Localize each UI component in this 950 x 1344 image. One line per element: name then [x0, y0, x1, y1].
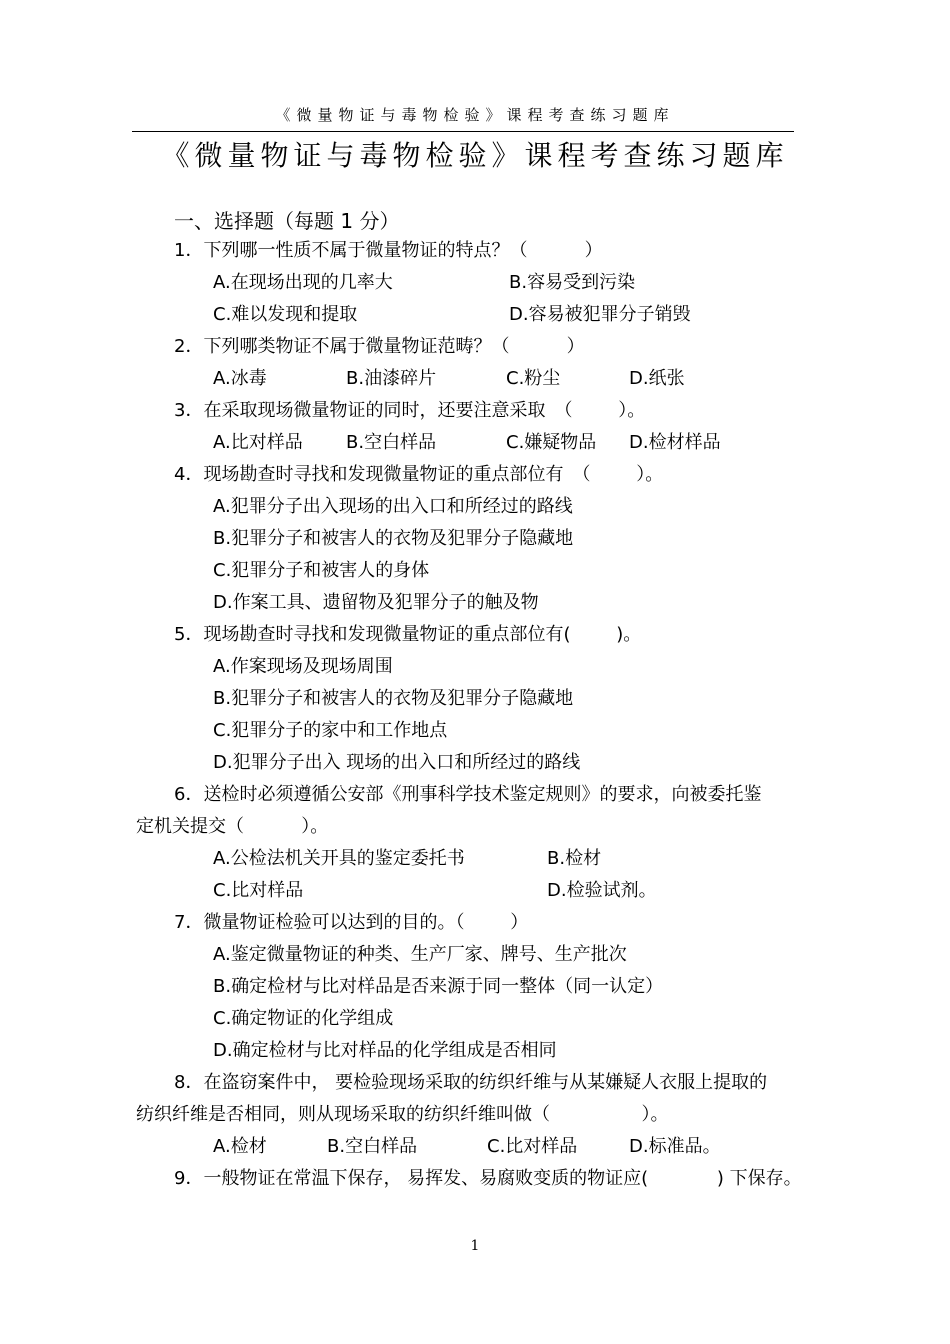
question-1-option-a: A.在现场出现的几率大 [213, 272, 393, 293]
question-8-option-d: D.标准品。 [629, 1136, 721, 1157]
question-3-option-a: A.比对样品 [213, 432, 303, 453]
question-3-stem: 3．在采取现场微量物证的同时，还要注意采取 （ ）。 [174, 400, 646, 421]
question-1-option-c: C.难以发现和提取 [213, 304, 358, 325]
question-3-option-d: D.检材样品 [629, 432, 721, 453]
question-8-option-b: B.空白样品 [327, 1136, 418, 1157]
question-4-option-a: A.犯罪分子出入现场的出入口和所经过的路线 [213, 496, 573, 517]
question-7-option-a: A.鉴定微量物证的种类、生产厂家、牌号、生产批次 [213, 944, 627, 965]
question-7-option-d: D.确定检材与比对样品的化学组成是否相同 [213, 1040, 557, 1061]
question-7-option-c: C.确定物证的化学组成 [213, 1008, 394, 1029]
question-1-option-d: D.容易被犯罪分子销毁 [509, 304, 691, 325]
question-6-stem: 6．送检时必须遵循公安部《刑事科学技术鉴定规则》的要求，向被委托鉴 [174, 784, 762, 805]
question-8-option-a: A.检材 [213, 1136, 267, 1157]
question-3-option-c: C.嫌疑物品 [506, 432, 597, 453]
question-2-option-a: A.冰毒 [213, 368, 267, 389]
section-heading: 一、选择题（每题 1 分） [174, 209, 400, 233]
question-5-option-b: B.犯罪分子和被害人的衣物及犯罪分子隐藏地 [213, 688, 574, 709]
question-8-stem-continued: 纺织纤维是否相同，则从现场采取的纺织纤维叫做（ ）。 [136, 1104, 669, 1125]
question-6-option-c: C.比对样品 [213, 880, 304, 901]
page-number: 1 [470, 1238, 480, 1254]
question-5-stem: 5．现场勘查时寻找和发现微量物证的重点部位有( )。 [174, 624, 642, 645]
question-2-option-c: C.粉尘 [506, 368, 561, 389]
header-rule [132, 131, 794, 132]
question-5-option-a: A.作案现场及现场周围 [213, 656, 393, 677]
question-6-stem-continued: 定机关提交（ ）。 [136, 816, 329, 837]
question-2-option-b: B.油漆碎片 [346, 368, 437, 389]
question-2-stem: 2．下列哪类物证不属于微量物证范畴？（ ） [174, 336, 585, 357]
question-5-option-c: C.犯罪分子的家中和工作地点 [213, 720, 448, 741]
running-header: 《微量物证与毒物检验》课程考查练习题库 [275, 106, 675, 124]
question-9-stem: 9．一般物证在常温下保存， 易挥发、易腐败变质的物证应( ) 下保存。 [174, 1168, 802, 1189]
question-6-option-b: B.检材 [547, 848, 602, 869]
question-8-option-c: C.比对样品 [487, 1136, 578, 1157]
question-6-option-d: D.检验试剂。 [547, 880, 657, 901]
question-7-option-b: B.确定检材与比对样品是否来源于同一整体（同一认定） [213, 976, 664, 997]
question-6-option-a: A.公检法机关开具的鉴定委托书 [213, 848, 465, 869]
document-title: 《微量物证与毒物检验》课程考查练习题库 [161, 139, 789, 172]
question-7-stem: 7．微量物证检验可以达到的目的。（ ） [174, 912, 529, 933]
question-3-option-b: B.空白样品 [346, 432, 437, 453]
question-4-stem: 4．现场勘查时寻找和发现微量物证的重点部位有 （ ）。 [174, 464, 664, 485]
question-4-option-c: C.犯罪分子和被害人的身体 [213, 560, 430, 581]
question-8-stem: 8．在盗窃案件中， 要检验现场采取的纺织纤维与从某嫌疑人衣服上提取的 [174, 1072, 768, 1093]
question-4-option-b: B.犯罪分子和被害人的衣物及犯罪分子隐藏地 [213, 528, 574, 549]
question-2-option-d: D.纸张 [629, 368, 685, 389]
question-1-stem: 1．下列哪一性质不属于微量物证的特点？（ ） [174, 240, 603, 261]
question-1-option-b: B.容易受到污染 [509, 272, 636, 293]
question-5-option-d: D.犯罪分子出入 现场的出入口和所经过的路线 [213, 752, 581, 773]
question-4-option-d: D.作案工具、遗留物及犯罪分子的触及物 [213, 592, 539, 613]
